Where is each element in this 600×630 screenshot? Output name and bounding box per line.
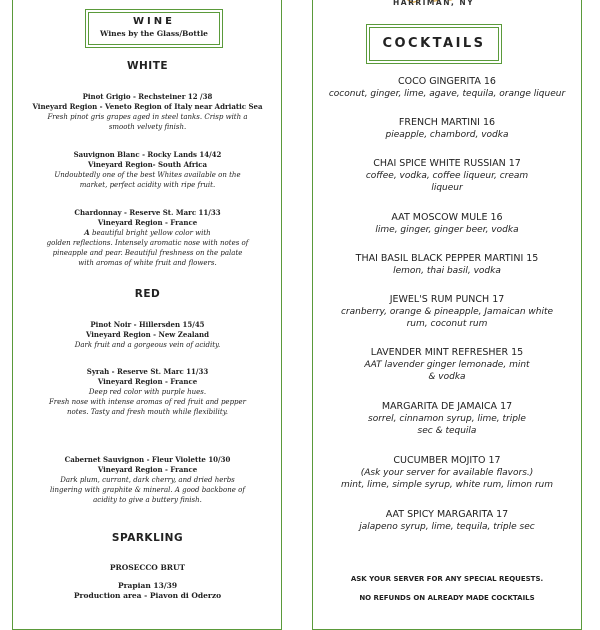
wine-desc: market, perfect acidity with ripe fruit. [79,181,216,189]
cocktail-desc: cranberry, orange & pineapple, Jamaican white [340,307,554,317]
cocktail-name: CUCUMBER MOJITO 17 [393,455,501,466]
section-red: RED [134,288,161,300]
cocktails-title: COCKTAILS [382,36,486,51]
wine-item [20,150,275,190]
cocktail-item [316,293,578,330]
cocktail-item [316,400,578,437]
section-white: WHITE [126,60,169,72]
wine-subtitle: Wines by the Glass/Bottle [100,29,208,38]
cocktail-item [316,157,578,194]
wine-item [20,92,275,132]
cocktail-name: LAVENDER MINT REFRESHER 15 [370,347,524,358]
wine-name: Syrah - Reserve St. Marc 11/33 [86,367,209,376]
wine-item [20,563,275,601]
cocktail-desc: rum, coconut rum [406,319,488,329]
wine-region: Vineyard Region - France [97,465,198,474]
cocktails-title-box [369,27,499,61]
cocktail-desc: sec & tequila [417,426,477,436]
wine-desc: Dark fruit and a gorgeous vein of acidity. [74,341,221,349]
cocktail-name: CHAI SPICE WHITE RUSSIAN 17 [373,158,521,169]
wine-desc: Fresh pinot gris grapes aged in steel tanks. Crisp with a [47,113,248,121]
wine-desc [20,228,275,238]
wine-desc: Deep red color with purple hues. [88,388,207,396]
cocktail-item [316,454,578,491]
wine-item [20,208,275,268]
cocktail-desc: & vodka [428,372,466,382]
cocktail-name: AAT SPICY MARGARITA 17 [385,509,509,520]
cocktail-desc: mint, lime, simple syrup, white rum, limon rum [340,480,554,490]
wine-region: Production area - Piavon di Oderzo [73,591,222,600]
cocktail-name: COCO GINGERITA 16 [398,76,496,87]
cocktail-desc: liqueur [431,183,463,193]
wine-desc: Undoubtedly one of the best Whites available on the [54,171,241,179]
wine-vintage: Prapian 13/39 [117,581,178,590]
wine-desc: pineapple and pear. Beautiful freshness on the palate [52,249,243,257]
cocktail-desc: (Ask your server for available flavors.) [360,468,534,478]
wine-desc: with aromas of white fruit and flowers. [78,259,217,267]
wine-desc: golden reflections. Intensely aromatic nose with notes of [46,239,249,247]
wine-region: Vineyard Region - France [97,218,198,227]
location-label: HARRIMAN, NY [393,0,475,7]
wine-desc: acidity to give a buttery finish. [93,496,202,504]
cocktail-desc: pieapple, chambord, vodka [385,130,509,140]
wine-region: Vineyard Region - New Zealand [85,330,210,339]
cocktail-item [316,75,578,100]
wine-name: PROSECCO BRUT [109,563,186,572]
special-requests-note: ASK YOUR SERVER FOR ANY SPECIAL REQUESTS. [350,575,544,583]
cocktail-name: MARGARITA DE JAMAICA 17 [381,401,513,412]
wine-title: WINE [133,16,175,27]
wine-desc: Fresh nose with intense aromas of red fruit and pepper [48,398,247,406]
cocktail-desc: lemon, thai basil, vodka [393,266,501,276]
wine-name: Pinot Noir - Hillersden 15/45 [90,320,205,329]
cocktail-name: JEWEL'S RUM PUNCH 17 [389,294,505,305]
cocktail-name: AAT MOSCOW MULE 16 [391,212,503,223]
wine-region: Vineyard Region - France [97,377,198,386]
wine-item [20,320,275,350]
cocktail-desc: sorrel, cinnamon syrup, lime, triple [368,414,526,424]
cocktail-item [316,116,578,141]
cocktail-desc: coconut, ginger, lime, agave, tequila, orange liqueur [328,89,566,99]
wine-name: Cabernet Sauvignon - Fleur Violette 10/30 [64,455,231,464]
wine-desc: smooth velvety finish. [108,123,187,131]
cocktail-desc: AAT lavender ginger lemonade, mint [364,360,530,370]
cocktail-item [316,508,578,533]
wine-item [20,455,275,505]
wine-desc-text: beautiful bright yellow color with [89,229,211,237]
cocktail-desc: jalapeno syrup, lime, tequila, triple sec [359,522,535,532]
section-sparkling: SPARKLING [111,532,184,544]
cocktail-desc: coffee, vodka, coffee liqueur, cream [365,171,529,181]
wine-desc: Dark plum, currant, dark cherry, and dried herbs [60,476,235,484]
wine-name: Pinot Grigio - Rechsteiner 12 /38 [82,92,213,101]
wine-name: Chardonnay - Reserve St. Marc 11/33 [74,208,221,217]
cocktail-item [316,346,578,383]
wine-region: Vineyard Region - Veneto Region of Italy near Adriatic Sea [32,102,263,111]
cocktail-item [316,211,578,236]
wine-title-box [88,12,220,45]
wine-name: Sauvignon Blanc - Rocky Lands 14/42 [73,150,222,159]
wine-desc-lead: A [84,228,90,237]
no-refunds-note: NO REFUNDS ON ALREADY MADE COCKTAILS [359,594,535,602]
wine-desc: notes. Tasty and fresh mouth while flexibility. [67,408,228,416]
wine-item [20,367,275,417]
cocktail-desc: lime, ginger, ginger beer, vodka [375,225,519,235]
wine-desc: lingering with graphite & mineral. A good backbone of [50,486,245,494]
cocktail-name: THAI BASIL BLACK PEPPER MARTINI 15 [355,253,539,264]
wine-region: Vineyard Region- South Africa [87,160,208,169]
cocktail-item [316,252,578,277]
cocktail-name: FRENCH MARTINI 16 [398,117,496,128]
